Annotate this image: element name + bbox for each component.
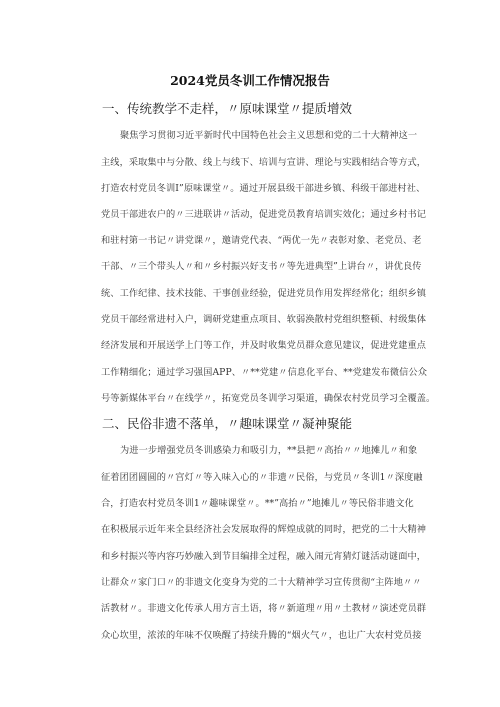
section-1-line: 经济发展和开展送学上门等工作，并及时收集党员群众意见建议，促进党建重点	[101, 340, 427, 351]
section-2-line: 合，打造农村党员冬训1〃趣味课堂〃。**”高抬〃”地摊儿〃等民俗非遗文化	[101, 498, 414, 509]
section-2-line: 众心坎里，浓浓的年味不仅唤醒了持续升腾的“烟火气〃，也让广大农村党员接	[101, 630, 422, 641]
section-1-line: 统、工作纪律、技术技能、干事创业经验，促进党员作用发挥经常化；组织乡镇	[101, 288, 427, 299]
document-title: 2024党员冬训工作情况报告	[170, 73, 330, 88]
section-1-line: 聚焦学习贯彻习近平新时代中国特色社会主义思想和党的二十大精神这一	[120, 130, 418, 141]
section-1-line: 党员干部进农户的〃三进联讲〃活动，促进党员教育培训实效化；通过乡村书记	[101, 209, 427, 220]
section-2-heading: 二、民俗非遗不落单，〃趣味课堂〃凝神聚能	[102, 416, 353, 431]
section-2-line: 为进一步增强党员冬训感染力和吸引力，**县把〃高抬〃〃地摊儿〃和象	[120, 445, 418, 456]
section-1-line: 打造农村党员冬训Ⅰ”原味课堂〃。通过开展县级干部进乡镇、科级干部进村社、	[101, 183, 426, 194]
section-1-line: 主线，采取集中与分散、线上与线下、培训与宣讲、理论与实践相结合等方式，	[101, 157, 427, 168]
section-2-line: 在积极展示近年来全县经济社会发展取得的辉煌成就的同时，把党的二十大精神	[101, 524, 427, 535]
section-1-line: 干部、〃三个带头人〃和〃乡村振兴好支书〃等先进典型”上讲台〃，讲优良传	[101, 261, 422, 272]
section-1-line: 党员干部经常进村入户，调研党建重点项目、软弱涣散村党组织整顿、村级集体	[101, 314, 427, 325]
section-2-line: 活教材〃。非遗文化传承人用方言土语，将〃新道理〃用〃土教材〃演述党员群	[101, 603, 427, 614]
section-1-line: 和驻村第一书记〃讲党课〃，邀请党代表、“两优一先〃表彰对象、老党员、老	[101, 235, 422, 246]
section-2-line: 让群众〃家门口〃的非遗文化变身为党的二十大精神学习宣传贯彻“主阵地〃〃	[101, 577, 422, 588]
section-1-line: 工作精细化；通过学习强国APP、〃**党建〃信息化平台、**党建发布微信公众	[101, 367, 427, 378]
section-1-heading: 一、传统教学不走样，〃原味课堂〃提质增效	[102, 101, 353, 116]
section-2-line: 和乡村振兴等内容巧妙融入到节目编排全过程，融入闹元宵猜灯谜活动谜面中，	[101, 551, 427, 562]
section-2-line: 征着团团圆圆的〃宫灯〃等入味入心的〃非遗〃民俗，与党员〃冬训1〃深度融	[101, 472, 423, 483]
section-1-line: 号等新媒体平台〃在线学〃，拓宽党员冬训学习渠道，确保农村党员学习全覆盖。	[101, 393, 436, 404]
